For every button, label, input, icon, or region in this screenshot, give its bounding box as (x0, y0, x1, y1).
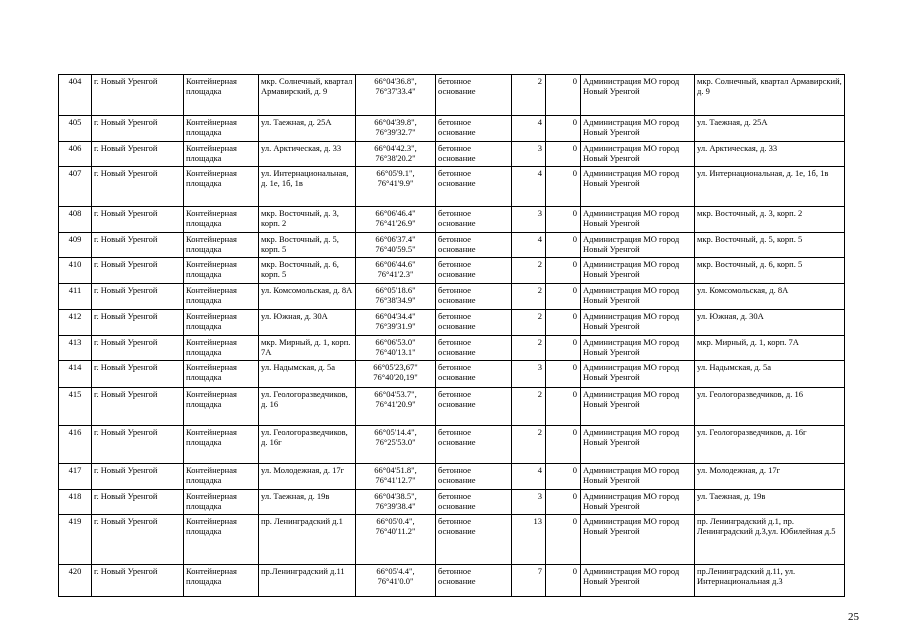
cell-planned-count: 0 (546, 515, 581, 565)
cell-address: ул. Таежная, д. 19в (259, 490, 356, 515)
table-row (59, 207, 845, 233)
cell-address: ул. Арктическая, д. 33 (259, 142, 356, 167)
cell-address: ул. Комсомольская, д. 8А (259, 284, 356, 310)
cell-surface: бетонное основание (436, 490, 512, 515)
cell-type: Контейнерная площадка (184, 426, 259, 464)
cell-served-objects: ул. Арктическая, д. 33 (695, 142, 845, 167)
cell-coordinates: 66°05'18.6" 76°38'34.9" (356, 284, 436, 310)
cell-owner: Администрация МО город Новый Уренгой (581, 565, 695, 597)
cell-served-objects: ул. Надымская, д. 5а (695, 361, 845, 388)
table-row (59, 464, 845, 490)
cell-number: 404 (59, 75, 92, 116)
cell-served-objects: ул. Геологоразведчиков, д. 16 (695, 388, 845, 426)
table-row (59, 233, 845, 258)
cell-number: 419 (59, 515, 92, 565)
cell-served-objects: пр.Ленинградский д.11, ул. Интернациональная д.3 (695, 565, 845, 597)
table-row (59, 336, 845, 361)
cell-containers-count: 2 (512, 336, 546, 361)
cell-number: 416 (59, 426, 92, 464)
cell-planned-count: 0 (546, 284, 581, 310)
cell-owner: Администрация МО город Новый Уренгой (581, 258, 695, 284)
cell-containers-count: 4 (512, 167, 546, 207)
cell-containers-count: 2 (512, 310, 546, 336)
cell-planned-count: 0 (546, 75, 581, 116)
cell-coordinates: 66°06'53.0" 76°40'13.1" (356, 336, 436, 361)
cell-coordinates: 66°04'53.7", 76°41'20.9" (356, 388, 436, 426)
cell-number: 411 (59, 284, 92, 310)
cell-address: мкр. Мирный, д. 1, корп. 7А (259, 336, 356, 361)
cell-type: Контейнерная площадка (184, 565, 259, 597)
cell-coordinates: 66°06'44.6" 76°41'2.3" (356, 258, 436, 284)
cell-number: 415 (59, 388, 92, 426)
cell-surface: бетонное основание (436, 142, 512, 167)
cell-number: 408 (59, 207, 92, 233)
cell-city: г. Новый Уренгой (92, 361, 184, 388)
cell-number: 417 (59, 464, 92, 490)
cell-planned-count: 0 (546, 490, 581, 515)
table-row (59, 75, 845, 116)
cell-surface: бетонное основание (436, 565, 512, 597)
table-row (59, 388, 845, 426)
cell-surface: бетонное основание (436, 233, 512, 258)
registry-table (58, 74, 845, 597)
cell-owner: Администрация МО город Новый Уренгой (581, 490, 695, 515)
cell-owner: Администрация МО город Новый Уренгой (581, 515, 695, 565)
cell-address: ул. Южная, д. 30А (259, 310, 356, 336)
cell-surface: бетонное основание (436, 336, 512, 361)
cell-address: пр. Ленинградский д.1 (259, 515, 356, 565)
cell-coordinates: 66°05'4.4", 76°41'0.0" (356, 565, 436, 597)
cell-planned-count: 0 (546, 207, 581, 233)
table-row (59, 515, 845, 565)
cell-served-objects: ул. Молодежная, д. 17г (695, 464, 845, 490)
cell-owner: Администрация МО город Новый Уренгой (581, 75, 695, 116)
table-row (59, 258, 845, 284)
cell-owner: Администрация МО город Новый Уренгой (581, 426, 695, 464)
cell-type: Контейнерная площадка (184, 207, 259, 233)
cell-address: ул. Интернациональная, д. 1е, 1б, 1в (259, 167, 356, 207)
cell-owner: Администрация МО город Новый Уренгой (581, 116, 695, 142)
cell-number: 413 (59, 336, 92, 361)
cell-number: 406 (59, 142, 92, 167)
page-number: 25 (848, 611, 859, 623)
cell-owner: Администрация МО город Новый Уренгой (581, 142, 695, 167)
table-row (59, 284, 845, 310)
cell-type: Контейнерная площадка (184, 116, 259, 142)
cell-type: Контейнерная площадка (184, 310, 259, 336)
table-row (59, 426, 845, 464)
cell-city: г. Новый Уренгой (92, 336, 184, 361)
cell-city: г. Новый Уренгой (92, 490, 184, 515)
cell-number: 410 (59, 258, 92, 284)
cell-planned-count: 0 (546, 310, 581, 336)
cell-number: 409 (59, 233, 92, 258)
cell-address: ул. Геологоразведчиков, д. 16 (259, 388, 356, 426)
cell-containers-count: 3 (512, 490, 546, 515)
cell-city: г. Новый Уренгой (92, 515, 184, 565)
cell-city: г. Новый Уренгой (92, 284, 184, 310)
cell-type: Контейнерная площадка (184, 142, 259, 167)
cell-city: г. Новый Уренгой (92, 233, 184, 258)
cell-coordinates: 66°05'14.4", 76°25'53.0" (356, 426, 436, 464)
cell-coordinates: 66°05'23,67" 76°40'20,19" (356, 361, 436, 388)
cell-city: г. Новый Уренгой (92, 207, 184, 233)
cell-owner: Администрация МО город Новый Уренгой (581, 284, 695, 310)
cell-owner: Администрация МО город Новый Уренгой (581, 361, 695, 388)
cell-type: Контейнерная площадка (184, 167, 259, 207)
cell-surface: бетонное основание (436, 388, 512, 426)
cell-address: ул. Молодежная, д. 17г (259, 464, 356, 490)
cell-containers-count: 3 (512, 361, 546, 388)
cell-surface: бетонное основание (436, 361, 512, 388)
cell-coordinates: 66°05'0.4", 76°40'11.2" (356, 515, 436, 565)
cell-type: Контейнерная площадка (184, 515, 259, 565)
cell-address: ул. Таежная, д. 25А (259, 116, 356, 142)
cell-city: г. Новый Уренгой (92, 565, 184, 597)
cell-city: г. Новый Уренгой (92, 426, 184, 464)
cell-city: г. Новый Уренгой (92, 75, 184, 116)
cell-type: Контейнерная площадка (184, 284, 259, 310)
cell-address: мкр. Солнечный, квартал Армавирский, д. 9 (259, 75, 356, 116)
cell-city: г. Новый Уренгой (92, 258, 184, 284)
cell-number: 405 (59, 116, 92, 142)
cell-type: Контейнерная площадка (184, 233, 259, 258)
cell-served-objects: ул. Таежная, д. 19в (695, 490, 845, 515)
cell-surface: бетонное основание (436, 284, 512, 310)
cell-containers-count: 3 (512, 142, 546, 167)
cell-planned-count: 0 (546, 142, 581, 167)
cell-city: г. Новый Уренгой (92, 142, 184, 167)
cell-containers-count: 2 (512, 75, 546, 116)
cell-planned-count: 0 (546, 426, 581, 464)
cell-containers-count: 2 (512, 388, 546, 426)
cell-served-objects: мкр. Мирный, д. 1, корп. 7А (695, 336, 845, 361)
cell-owner: Администрация МО город Новый Уренгой (581, 388, 695, 426)
cell-number: 412 (59, 310, 92, 336)
cell-address: мкр. Восточный, д. 6, корп. 5 (259, 258, 356, 284)
cell-address: мкр. Восточный, д. 5, корп. 5 (259, 233, 356, 258)
cell-served-objects: ул. Южная, д. 30А (695, 310, 845, 336)
cell-type: Контейнерная площадка (184, 336, 259, 361)
cell-planned-count: 0 (546, 565, 581, 597)
table-row (59, 167, 845, 207)
cell-coordinates: 66°06'46.4" 76°41'26.9" (356, 207, 436, 233)
cell-surface: бетонное основание (436, 515, 512, 565)
table-row (59, 565, 845, 597)
cell-type: Контейнерная площадка (184, 388, 259, 426)
cell-served-objects: мкр. Восточный, д. 6, корп. 5 (695, 258, 845, 284)
cell-number: 418 (59, 490, 92, 515)
cell-surface: бетонное основание (436, 258, 512, 284)
cell-coordinates: 66°06'37.4" 76°40'59.5" (356, 233, 436, 258)
cell-planned-count: 0 (546, 116, 581, 142)
cell-owner: Администрация МО город Новый Уренгой (581, 336, 695, 361)
cell-containers-count: 2 (512, 258, 546, 284)
cell-served-objects: пр. Ленинградский д.1, пр. Ленинградский д.3,ул. Юбилейная д.5 (695, 515, 845, 565)
cell-served-objects: мкр. Восточный, д. 3, корп. 2 (695, 207, 845, 233)
cell-surface: бетонное основание (436, 116, 512, 142)
cell-containers-count: 3 (512, 207, 546, 233)
cell-containers-count: 4 (512, 233, 546, 258)
cell-planned-count: 0 (546, 258, 581, 284)
cell-type: Контейнерная площадка (184, 75, 259, 116)
table-row (59, 142, 845, 167)
cell-served-objects: ул. Интернациональная, д. 1е, 1б, 1в (695, 167, 845, 207)
cell-number: 414 (59, 361, 92, 388)
cell-surface: бетонное основание (436, 310, 512, 336)
cell-address: мкр. Восточный, д. 3, корп. 2 (259, 207, 356, 233)
cell-containers-count: 13 (512, 515, 546, 565)
cell-address: пр.Ленинградский д.11 (259, 565, 356, 597)
cell-containers-count: 4 (512, 116, 546, 142)
table-row (59, 116, 845, 142)
cell-served-objects: ул. Комсомольская, д. 8А (695, 284, 845, 310)
cell-coordinates: 66°04'36.8", 76°37'33.4" (356, 75, 436, 116)
cell-containers-count: 2 (512, 284, 546, 310)
cell-coordinates: 66°04'38.5", 76°39'38.4" (356, 490, 436, 515)
cell-owner: Администрация МО город Новый Уренгой (581, 167, 695, 207)
cell-containers-count: 7 (512, 565, 546, 597)
table-row (59, 490, 845, 515)
cell-city: г. Новый Уренгой (92, 116, 184, 142)
cell-planned-count: 0 (546, 167, 581, 207)
cell-surface: бетонное основание (436, 207, 512, 233)
cell-coordinates: 66°05'9.1", 76°41'9.9" (356, 167, 436, 207)
cell-planned-count: 0 (546, 336, 581, 361)
cell-coordinates: 66°04'34.4" 76°39'31.9" (356, 310, 436, 336)
cell-number: 407 (59, 167, 92, 207)
cell-coordinates: 66°04'51.8", 76°41'12.7" (356, 464, 436, 490)
cell-type: Контейнерная площадка (184, 464, 259, 490)
cell-planned-count: 0 (546, 233, 581, 258)
cell-surface: бетонное основание (436, 75, 512, 116)
cell-city: г. Новый Уренгой (92, 167, 184, 207)
cell-coordinates: 66°04'42.3", 76°38'20.2" (356, 142, 436, 167)
cell-served-objects: ул. Таежная, д. 25А (695, 116, 845, 142)
cell-planned-count: 0 (546, 388, 581, 426)
cell-number: 420 (59, 565, 92, 597)
cell-type: Контейнерная площадка (184, 361, 259, 388)
cell-served-objects: мкр. Солнечный, квартал Армавирский, д. 9 (695, 75, 845, 116)
cell-type: Контейнерная площадка (184, 258, 259, 284)
cell-surface: бетонное основание (436, 464, 512, 490)
cell-type: Контейнерная площадка (184, 490, 259, 515)
cell-served-objects: ул. Геологоразведчиков, д. 16г (695, 426, 845, 464)
cell-city: г. Новый Уренгой (92, 310, 184, 336)
cell-planned-count: 0 (546, 361, 581, 388)
cell-containers-count: 2 (512, 426, 546, 464)
cell-surface: бетонное основание (436, 426, 512, 464)
cell-owner: Администрация МО город Новый Уренгой (581, 464, 695, 490)
cell-address: ул. Надымская, д. 5а (259, 361, 356, 388)
cell-coordinates: 66°04'39.8", 76°39'32.7" (356, 116, 436, 142)
cell-surface: бетонное основание (436, 167, 512, 207)
cell-address: ул. Геологоразведчиков, д. 16г (259, 426, 356, 464)
table-row (59, 361, 845, 388)
cell-planned-count: 0 (546, 464, 581, 490)
cell-owner: Администрация МО город Новый Уренгой (581, 233, 695, 258)
cell-city: г. Новый Уренгой (92, 388, 184, 426)
cell-owner: Администрация МО город Новый Уренгой (581, 207, 695, 233)
table-row (59, 310, 845, 336)
cell-owner: Администрация МО город Новый Уренгой (581, 310, 695, 336)
cell-served-objects: мкр. Восточный, д. 5, корп. 5 (695, 233, 845, 258)
cell-containers-count: 4 (512, 464, 546, 490)
cell-city: г. Новый Уренгой (92, 464, 184, 490)
